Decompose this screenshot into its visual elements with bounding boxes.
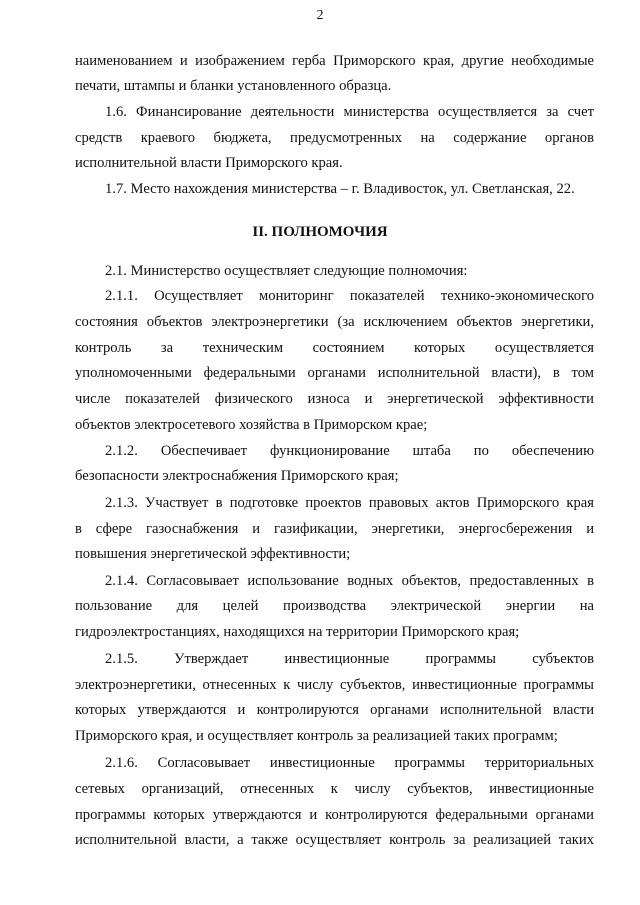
text-line: электроэнергетики, отнесенных к числу субъектов, инвестиционные программы	[75, 677, 594, 693]
text-line: контроль за техническим состоянием которых осуществляется	[75, 340, 594, 356]
text-line: наименованием и изображением герба Приморского края, другие необходимые	[75, 53, 594, 69]
text-line: безопасности электроснабжения Приморского края;	[75, 468, 399, 484]
text-line: исполнительной власти Приморского края.	[75, 155, 343, 171]
text-line: 2.1.4. Согласовывает использование водных объектов, предоставленных в	[105, 573, 594, 589]
text-line: 1.7. Место нахождения министерства – г. Владивосток, ул. Светланская, 22.	[105, 181, 575, 197]
text-line: 2.1.6. Согласовывает инвестиционные программы территориальных	[105, 755, 594, 771]
text-line: сетевых организаций, отнесенных к числу субъектов, инвестиционные	[75, 781, 594, 797]
text-line: пользование для целей производства электрической энергии на	[75, 598, 594, 614]
text-line: Приморского края, и осуществляет контроль за реализацией таких программ;	[75, 728, 558, 744]
text-line: которых утверждаются и контролируются органами исполнительной власти	[75, 702, 594, 718]
text-line: гидроэлектростанциях, находящихся на территории Приморского края;	[75, 624, 520, 640]
text-line: средств краевого бюджета, предусмотренных на содержание органов	[75, 130, 594, 146]
text-line: печати, штампы и бланки установленного образца.	[75, 78, 392, 94]
text-line: повышения энергетической эффективности;	[75, 546, 351, 562]
text-line: состояния объектов электроэнергетики (за исключением объектов энергетики,	[75, 314, 594, 330]
text-line: 2.1.2. Обеспечивает функционирование штаба по обеспечению	[105, 443, 594, 459]
text-line: 2.1.5. Утверждает инвестиционные программы субъектов	[105, 651, 594, 667]
text-line: программы которых утверждаются и контролируются федеральными органами	[75, 807, 594, 823]
text-line: 2.1.1. Осуществляет мониторинг показателей технико-экономического	[105, 288, 594, 304]
text-line: исполнительной власти, а также осуществляет контроль за реализацией таких	[75, 832, 594, 848]
text-line: уполномоченными федеральными органами исполнительной власти), в том	[75, 365, 594, 381]
text-line: в сфере газоснабжения и газификации, энергетики, энергосбережения и	[75, 521, 594, 537]
section-heading: II. ПОЛНОМОЧИЯ	[252, 224, 388, 240]
text-line: 2.1.3. Участвует в подготовке проектов правовых актов Приморского края	[105, 495, 594, 511]
page-number: 2	[316, 8, 324, 23]
text-line: 2.1. Министерство осуществляет следующие полномочия:	[105, 263, 468, 279]
text-line: числе показателей физического износа и энергетической эффективности	[75, 391, 594, 407]
text-line: 1.6. Финансирование деятельности министерства осуществляется за счет	[105, 104, 594, 120]
text-line: объектов электросетевого хозяйства в Приморском крае;	[75, 417, 428, 433]
